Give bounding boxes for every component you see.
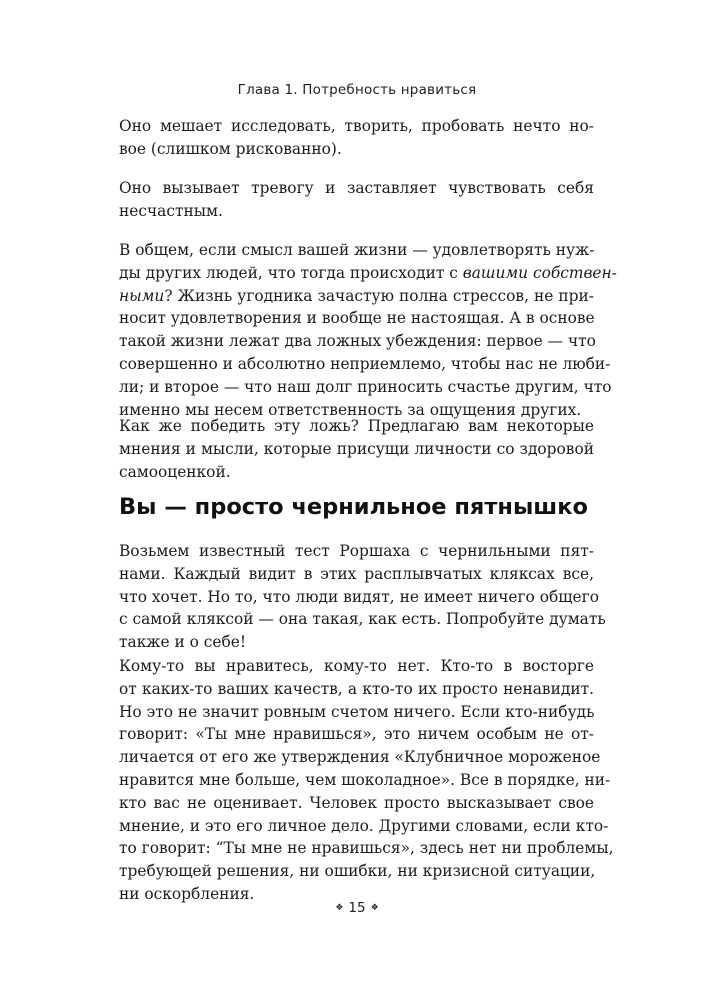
paragraph-5-line: что хочет. Но то, что люди видят, не имеет ничего общего xyxy=(119,587,599,606)
paragraph-3-line: именно мы несем ответственность за ощущения других. xyxy=(119,400,582,419)
paragraph-6-line: от каких-то ваших качеств, а кто-то их просто ненавидит. xyxy=(119,679,594,698)
paragraph-4-line: мнения и мысли, которые присущи личности со здоровой xyxy=(119,439,594,458)
paragraph-3 xyxy=(119,239,617,421)
paragraph-5-line: нами. Каждый видит в этих расплывчатых кляксах все, xyxy=(119,564,594,583)
paragraph-5-line: Возьмем известный тест Роршаха с чернильными пят- xyxy=(119,542,594,560)
paragraph-4-line: самооценкой. xyxy=(119,462,231,481)
running-head: Глава 1. Потребность нравиться xyxy=(237,82,477,98)
paragraph-6 xyxy=(119,655,614,906)
paragraph-3-line xyxy=(119,285,594,308)
paragraph-3-emphasis: ными xyxy=(119,286,165,305)
paragraph-3-line: В общем, если смысл вашей жизни — удовлетворять нуж- xyxy=(119,241,595,259)
paragraph-6-line: мнение, и это его личное дело. Другими словами, если кто- xyxy=(119,816,609,835)
paragraph-3-line: совершенно и абсолютно неприемлемо, чтобы нас не люби- xyxy=(119,354,611,373)
paragraph-2-line: Оно вызывает тревогу и заставляет чувствовать себя xyxy=(119,179,594,197)
page-footer xyxy=(0,900,714,916)
paragraph-1 xyxy=(119,115,594,161)
paragraph-6-line: требующей решения, ни ошибки, ни кризисной ситуации, xyxy=(119,862,596,881)
paragraph-1-line: вое (слишком рискованно). xyxy=(119,139,342,158)
paragraph-3-text: ды других людей, что тогда происходит с xyxy=(119,263,463,282)
paragraph-4-line: Как же победить эту ложь? Предлагаю вам некоторые xyxy=(119,417,594,435)
paragraph-5-line: также и о себе! xyxy=(119,633,247,652)
ornament-left-icon: ❖ xyxy=(335,903,344,913)
paragraph-2-line: несчастным. xyxy=(119,201,223,220)
ornament-right-icon: ❖ xyxy=(370,903,379,913)
page-number: 15 xyxy=(348,900,366,916)
paragraph-3-emphasis: вашими собствен- xyxy=(462,263,617,282)
paragraph-5-line: с самой кляксой — она такая, как есть. Попробуйте думать xyxy=(119,610,606,629)
paragraph-6-line: нравится мне больше, чем шоколадное». Все в порядке, ни- xyxy=(119,770,611,789)
section-heading: Вы — просто чернильное пятнышко xyxy=(119,494,588,520)
paragraph-6-line: кто вас не оценивает. Человек просто высказывает свое xyxy=(119,793,594,812)
paragraph-6-line: то говорит: “Ты мне не нравишься», здесь нет ни проблемы, xyxy=(119,839,614,858)
paragraph-6-line: личается от его же утверждения «Клубничное мороженое xyxy=(119,748,601,767)
paragraph-3-line xyxy=(119,262,617,285)
paragraph-5 xyxy=(119,540,606,654)
paragraph-2 xyxy=(119,177,594,223)
paragraph-1-line: Оно мешает исследовать, творить, пробовать нечто но- xyxy=(119,117,594,135)
paragraph-6-line: говорит: «Ты мне нравишься», это ничем особым не от- xyxy=(119,725,594,744)
paragraph-3-text: ? Жизнь угодника зачастую полна стрессов, не при- xyxy=(164,286,594,305)
paragraph-3-line: носит удовлетворения и вообще не настоящая. А в основе xyxy=(119,309,595,328)
paragraph-6-line: Кому-то вы нравитесь, кому-то нет. Кто-то в восторге xyxy=(119,657,594,675)
paragraph-6-line: ни оскорбления. xyxy=(119,884,255,903)
paragraph-3-line: ли; и второе — что наш долг приносить счастье другим, что xyxy=(119,377,612,396)
paragraph-3-line: такой жизни лежат два ложных убеждения: первое — что xyxy=(119,332,596,351)
paragraph-4 xyxy=(119,415,594,483)
paragraph-6-line: Но это не значит ровным счетом ничего. Если кто-нибудь xyxy=(119,702,595,721)
